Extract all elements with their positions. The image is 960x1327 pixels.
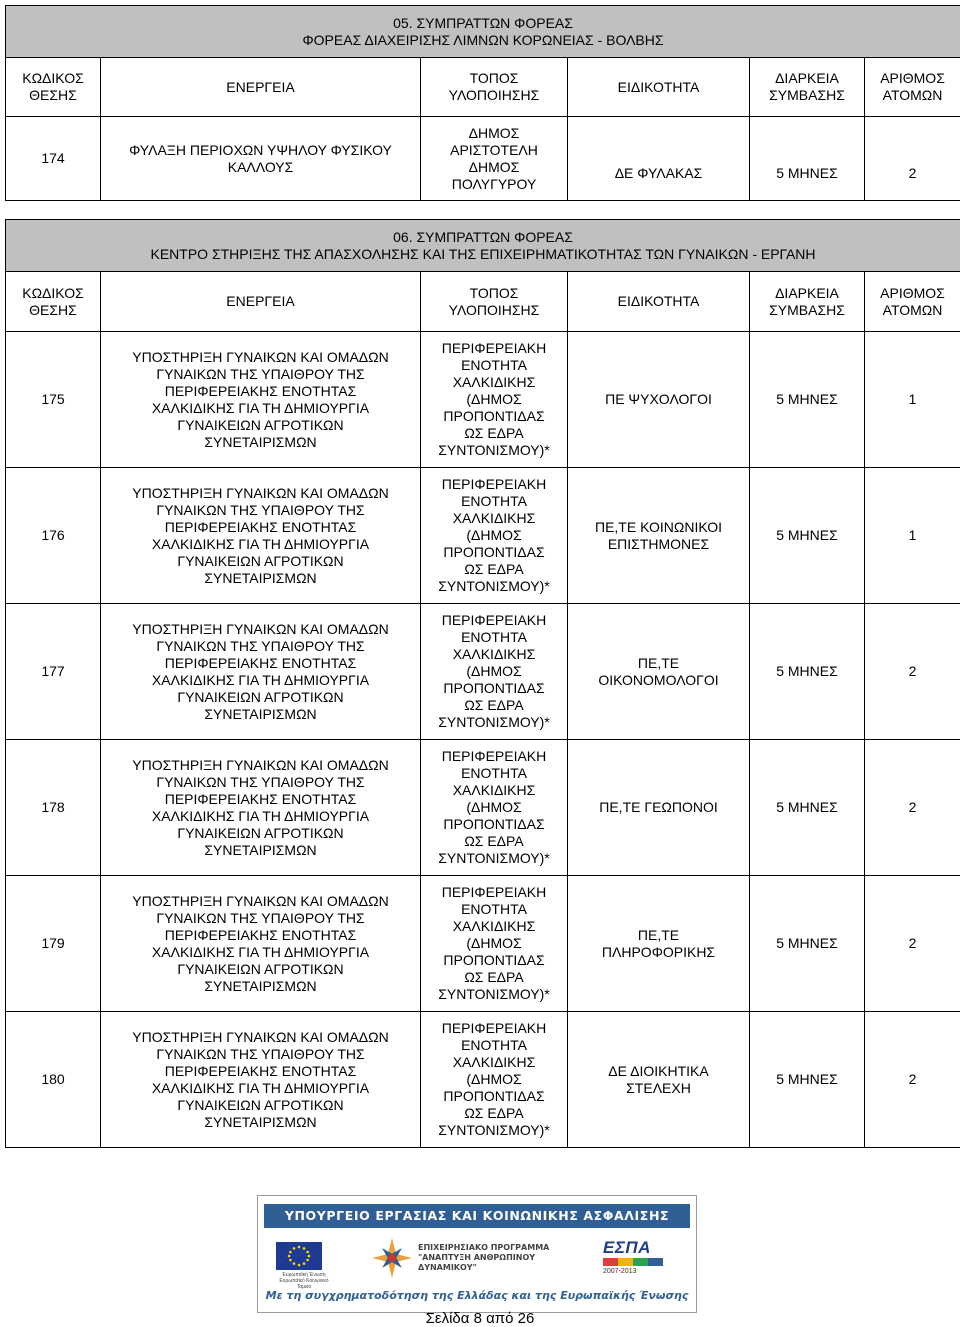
cell-code: 176 xyxy=(6,468,101,604)
cell-place: ΠΕΡΙΦΕΡΕΙΑΚΗ ΕΝΟΤΗΤΑ ΧΑΛΚΙΔΙΚΗΣ (ΔΗΜΟΣ ΠΡΟΠΟΝΤΙΔΑΣ ΩΣ ΕΔΡΑ ΣΥΝΤΟΝΙΣΜΟΥ)* xyxy=(421,604,568,740)
ministry-banner: ΥΠΟΥΡΓΕΙΟ ΕΡΓΑΣΙΑΣ ΚΑΙ ΚΟΙΝΩΝΙΚΗΣ ΑΣΦΑΛΙΣΗΣ xyxy=(264,1204,690,1228)
cell-action: ΥΠΟΣΤΗΡΙΞΗ ΓΥΝΑΙΚΩΝ ΚΑΙ ΟΜΑΔΩΝ ΓΥΝΑΙΚΩΝ ΤΗΣ ΥΠΑΙΘΡΟΥ ΤΗΣ ΠΕΡΙΦΕΡΕΙΑΚΗΣ ΕΝΟΤΗΤΑΣ ΧΑΛΚΙΔΙΚΗΣ ΓΙΑ ΤΗ ΔΗΜΙΟΥΡΓΙΑ ΓΥΝΑΙΚΕΙΩΝ ΑΓΡΟΤΙΚΩΝ ΣΥΝΕΤΑΙΡΙΣΜΩΝ xyxy=(101,1012,421,1148)
section1-table xyxy=(5,5,960,201)
espa-years: 2007-2013 xyxy=(603,1268,637,1275)
cell-code: 175 xyxy=(6,332,101,468)
section2-table xyxy=(5,219,960,1148)
cell-place: ΠΕΡΙΦΕΡΕΙΑΚΗ ΕΝΟΤΗΤΑ ΧΑΛΚΙΔΙΚΗΣ (ΔΗΜΟΣ ΠΡΟΠΟΝΤΙΔΑΣ ΩΣ ΕΔΡΑ ΣΥΝΤΟΝΙΣΜΟΥ)* xyxy=(421,332,568,468)
cell-place: ΠΕΡΙΦΕΡΕΙΑΚΗ ΕΝΟΤΗΤΑ ΧΑΛΚΙΔΙΚΗΣ (ΔΗΜΟΣ ΠΡΟΠΟΝΤΙΔΑΣ ΩΣ ΕΔΡΑ ΣΥΝΤΟΝΙΣΜΟΥ)* xyxy=(421,468,568,604)
header-specialty: ΕΙΔΙΚΟΤΗΤΑ xyxy=(568,58,750,117)
header-code: ΚΩΔΙΚΟΣ ΘΕΣΗΣ xyxy=(6,272,101,332)
cell-specialty: ΔΕ ΦΥΛΑΚΑΣ xyxy=(568,117,750,201)
cell-persons: 2 xyxy=(865,740,960,876)
cell-action: ΥΠΟΣΤΗΡΙΞΗ ΓΥΝΑΙΚΩΝ ΚΑΙ ΟΜΑΔΩΝ ΓΥΝΑΙΚΩΝ ΤΗΣ ΥΠΑΙΘΡΟΥ ΤΗΣ ΠΕΡΙΦΕΡΕΙΑΚΗΣ ΕΝΟΤΗΤΑΣ ΧΑΛΚΙΔΙΚΗΣ ΓΙΑ ΤΗ ΔΗΜΙΟΥΡΓΙΑ ΓΥΝΑΙΚΕΙΩΝ ΑΓΡΟΤΙΚΩΝ ΣΥΝΕΤΑΙΡΙΣΜΩΝ xyxy=(101,876,421,1012)
header-place: ΤΟΠΟΣ ΥΛΟΠΟΙΗΣΗΣ xyxy=(421,272,568,332)
table-row xyxy=(6,876,960,1012)
table-row xyxy=(6,468,960,604)
cell-duration: 5 ΜΗΝΕΣ xyxy=(750,1012,865,1148)
section2-title: 06. ΣΥΜΠΡΑΤΤΩΝ ΦΟΡΕΑΣ ΚΕΝΤΡΟ ΣΤΗΡΙΞΗΣ ΤΗΣ ΑΠΑΣΧΟΛΗΣΗΣ ΚΑΙ ΤΗΣ ΕΠΙΧΕΙΡΗΜΑΤΙΚΟΤΗΤΑΣ ΤΩΝ ΓΥΝΑΙΚΩΝ - ΕΡΓΑΝΗ xyxy=(6,220,960,272)
cell-action: ΥΠΟΣΤΗΡΙΞΗ ΓΥΝΑΙΚΩΝ ΚΑΙ ΟΜΑΔΩΝ ΓΥΝΑΙΚΩΝ ΤΗΣ ΥΠΑΙΘΡΟΥ ΤΗΣ ΠΕΡΙΦΕΡΕΙΑΚΗΣ ΕΝΟΤΗΤΑΣ ΧΑΛΚΙΔΙΚΗΣ ΓΙΑ ΤΗ ΔΗΜΙΟΥΡΓΙΑ ΓΥΝΑΙΚΕΙΩΝ ΑΓΡΟΤΙΚΩΝ ΣΥΝΕΤΑΙΡΙΣΜΩΝ xyxy=(101,604,421,740)
funding-logos xyxy=(257,1195,697,1313)
cell-code: 179 xyxy=(6,876,101,1012)
header-place: ΤΟΠΟΣ ΥΛΟΠΟΙΗΣΗΣ xyxy=(421,58,568,117)
cell-place: ΠΕΡΙΦΕΡΕΙΑΚΗ ΕΝΟΤΗΤΑ ΧΑΛΚΙΔΙΚΗΣ (ΔΗΜΟΣ ΠΡΟΠΟΝΤΙΔΑΣ ΩΣ ΕΔΡΑ ΣΥΝΤΟΝΙΣΜΟΥ)* xyxy=(421,876,568,1012)
cell-duration: 5 ΜΗΝΕΣ xyxy=(750,876,865,1012)
table-row xyxy=(6,604,960,740)
header-code: ΚΩΔΙΚΟΣ ΘΕΣΗΣ xyxy=(6,58,101,117)
cell-action: ΦΥΛΑΞΗ ΠΕΡΙΟΧΩΝ ΥΨΗΛΟΥ ΦΥΣΙΚΟΥ ΚΑΛΛΟΥΣ xyxy=(101,117,421,201)
header-action: ΕΝΕΡΓΕΙΑ xyxy=(101,272,421,332)
eu-flag-icon xyxy=(276,1242,322,1270)
cell-persons: 1 xyxy=(865,468,960,604)
cell-persons: 1 xyxy=(865,332,960,468)
header-specialty: ΕΙΔΙΚΟΤΗΤΑ xyxy=(568,272,750,332)
table-row xyxy=(6,1012,960,1148)
table-row xyxy=(6,332,960,468)
eu-caption: Ευρωπαϊκή Ένωση Ευρωπαϊκό Κοινωνικό Ταμείο xyxy=(279,1272,329,1290)
cell-duration: 5 ΜΗΝΕΣ xyxy=(750,740,865,876)
cell-code: 177 xyxy=(6,604,101,740)
cell-action: ΥΠΟΣΤΗΡΙΞΗ ΓΥΝΑΙΚΩΝ ΚΑΙ ΟΜΑΔΩΝ ΓΥΝΑΙΚΩΝ ΤΗΣ ΥΠΑΙΘΡΟΥ ΤΗΣ ΠΕΡΙΦΕΡΕΙΑΚΗΣ ΕΝΟΤΗΤΑΣ ΧΑΛΚΙΔΙΚΗΣ ΓΙΑ ΤΗ ΔΗΜΙΟΥΡΓΙΑ ΓΥΝΑΙΚΕΙΩΝ ΑΓΡΟΤΙΚΩΝ ΣΥΝΕΤΑΙΡΙΣΜΩΝ xyxy=(101,468,421,604)
program-emblem-icon xyxy=(370,1236,414,1280)
header-duration: ΔΙΑΡΚΕΙΑ ΣΥΜΒΑΣΗΣ xyxy=(750,58,865,117)
cell-specialty: ΔΕ ΔΙΟΙΚΗΤΙΚΑ ΣΤΕΛΕΧΗ xyxy=(568,1012,750,1148)
section1-title: 05. ΣΥΜΠΡΑΤΤΩΝ ΦΟΡΕΑΣ ΦΟΡΕΑΣ ΔΙΑΧΕΙΡΙΣΗΣ ΛΙΜΝΩΝ ΚΟΡΩΝΕΙΑΣ - ΒΟΛΒΗΣ xyxy=(6,6,960,58)
section1-header-row xyxy=(6,58,960,117)
cell-duration: 5 ΜΗΝΕΣ xyxy=(750,117,865,201)
header-action: ΕΝΕΡΓΕΙΑ xyxy=(101,58,421,117)
cell-action: ΥΠΟΣΤΗΡΙΞΗ ΓΥΝΑΙΚΩΝ ΚΑΙ ΟΜΑΔΩΝ ΓΥΝΑΙΚΩΝ ΤΗΣ ΥΠΑΙΘΡΟΥ ΤΗΣ ΠΕΡΙΦΕΡΕΙΑΚΗΣ ΕΝΟΤΗΤΑΣ ΧΑΛΚΙΔΙΚΗΣ ΓΙΑ ΤΗ ΔΗΜΙΟΥΡΓΙΑ ΓΥΝΑΙΚΕΙΩΝ ΑΓΡΟΤΙΚΩΝ ΣΥΝΕΤΑΙΡΙΣΜΩΝ xyxy=(101,740,421,876)
cell-code: 174 xyxy=(6,117,101,201)
cell-place: ΔΗΜΟΣ ΑΡΙΣΤΟΤΕΛΗ ΔΗΜΟΣ ΠΟΛΥΓΥΡΟΥ xyxy=(421,117,568,201)
page-number: Σελίδα 8 από 26 xyxy=(425,1310,535,1327)
header-persons: ΑΡΙΘΜΟΣ ΑΤΟΜΩΝ xyxy=(865,272,960,332)
section2-header-row xyxy=(6,272,960,332)
cell-specialty: ΠΕ,ΤΕ ΟΙΚΟΝΟΜΟΛΟΓΟΙ xyxy=(568,604,750,740)
program-name: ΕΠΙΧΕΙΡΗΣΙΑΚΟ ΠΡΟΓΡΑΜΜΑ "ΑΝΑΠΤΥΞΗ ΑΝΘΡΩΠΙΝΟΥ ΔΥΝΑΜΙΚΟΥ" xyxy=(418,1243,550,1272)
table-row xyxy=(6,740,960,876)
cell-duration: 5 ΜΗΝΕΣ xyxy=(750,332,865,468)
cell-persons: 2 xyxy=(865,876,960,1012)
cell-code: 180 xyxy=(6,1012,101,1148)
cell-specialty: ΠΕ,ΤΕ ΚΟΙΝΩΝΙΚΟΙ ΕΠΙΣΤΗΜΟΝΕΣ xyxy=(568,468,750,604)
cell-specialty: ΠΕ ΨΥΧΟΛΟΓΟΙ xyxy=(568,332,750,468)
cell-place: ΠΕΡΙΦΕΡΕΙΑΚΗ ΕΝΟΤΗΤΑ ΧΑΛΚΙΔΙΚΗΣ (ΔΗΜΟΣ ΠΡΟΠΟΝΤΙΔΑΣ ΩΣ ΕΔΡΑ ΣΥΝΤΟΝΙΣΜΟΥ)* xyxy=(421,1012,568,1148)
cell-action: ΥΠΟΣΤΗΡΙΞΗ ΓΥΝΑΙΚΩΝ ΚΑΙ ΟΜΑΔΩΝ ΓΥΝΑΙΚΩΝ ΤΗΣ ΥΠΑΙΘΡΟΥ ΤΗΣ ΠΕΡΙΦΕΡΕΙΑΚΗΣ ΕΝΟΤΗΤΑΣ ΧΑΛΚΙΔΙΚΗΣ ΓΙΑ ΤΗ ΔΗΜΙΟΥΡΓΙΑ ΓΥΝΑΙΚΕΙΩΝ ΑΓΡΟΤΙΚΩΝ ΣΥΝΕΤΑΙΡΙΣΜΩΝ xyxy=(101,332,421,468)
cell-specialty: ΠΕ,ΤΕ ΠΛΗΡΟΦΟΡΙΚΗΣ xyxy=(568,876,750,1012)
table-row xyxy=(6,117,960,201)
cell-persons: 2 xyxy=(865,604,960,740)
cell-persons: 2 xyxy=(865,117,960,201)
cell-place: ΠΕΡΙΦΕΡΕΙΑΚΗ ΕΝΟΤΗΤΑ ΧΑΛΚΙΔΙΚΗΣ (ΔΗΜΟΣ ΠΡΟΠΟΝΤΙΔΑΣ ΩΣ ΕΔΡΑ ΣΥΝΤΟΝΙΣΜΟΥ)* xyxy=(421,740,568,876)
espa-logo-icon xyxy=(603,1238,689,1280)
cell-specialty: ΠΕ,ΤΕ ΓΕΩΠΟΝΟΙ xyxy=(568,740,750,876)
header-persons: ΑΡΙΘΜΟΣ ΑΤΟΜΩΝ xyxy=(865,58,960,117)
cell-persons: 2 xyxy=(865,1012,960,1148)
header-duration: ΔΙΑΡΚΕΙΑ ΣΥΜΒΑΣΗΣ xyxy=(750,272,865,332)
cell-duration: 5 ΜΗΝΕΣ xyxy=(750,468,865,604)
cell-code: 178 xyxy=(6,740,101,876)
espa-title: ΕΣΠΑ xyxy=(603,1238,651,1257)
cell-duration: 5 ΜΗΝΕΣ xyxy=(750,604,865,740)
cofinance-text: Με τη συγχρηματοδότηση της Ελλάδας και της Ευρωπαϊκής Ένωσης xyxy=(265,1289,689,1302)
